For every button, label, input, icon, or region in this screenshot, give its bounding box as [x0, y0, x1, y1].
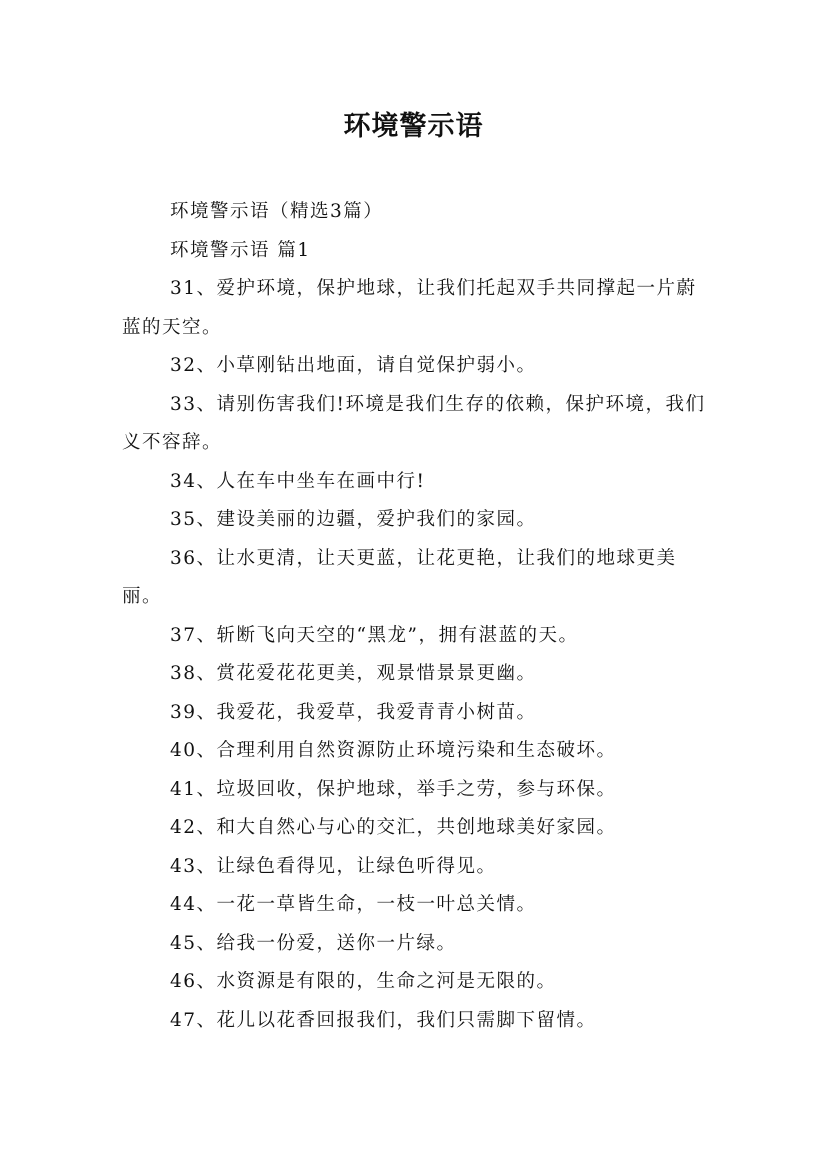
paragraph: 46、水资源是有限的，生命之河是无限的。: [170, 971, 557, 992]
document-title: 环境警示语: [343, 111, 484, 142]
paragraph: 35、建设美丽的边疆，爱护我们的家园。: [170, 509, 537, 530]
paragraph: 32、小草刚钻出地面，请自觉保护弱小。: [170, 355, 537, 376]
paragraph: 41、垃圾回收，保护地球，举手之劳，参与环保。: [170, 778, 617, 800]
document-body: [122, 193, 712, 1040]
paragraph: 环境警示语 篇1: [170, 239, 311, 261]
paragraph: 33、请别伤害我们!环境是我们生存的依赖，保护环境，我们义不容辞。: [122, 393, 706, 453]
paragraph: 31、爱护环境，保护地球，让我们托起双手共同撑起一片蔚蓝的天空。: [122, 278, 697, 338]
paragraph: 40、合理利用自然资源防止环境污染和生态破坏。: [170, 740, 617, 761]
paragraph: 44、一花一草皆生命，一枝一叶总关情。: [170, 894, 537, 915]
paragraph: 38、赏花爱花花更美，观景惜景景更幽。: [170, 663, 537, 684]
paragraph: 43、让绿色看得见，让绿色听得见。: [170, 855, 497, 877]
paragraph: 环境警示语（精选3篇）: [170, 201, 384, 222]
paragraph: 47、花儿以花香回报我们，我们只需脚下留情。: [170, 1009, 597, 1031]
paragraph: 45、给我一份爱，送你一片绿。: [170, 932, 457, 954]
paragraph: 34、人在车中坐车在画中行!: [170, 470, 426, 492]
paragraph: 37、斩断飞向天空的“黑龙”，拥有湛蓝的天。: [170, 624, 579, 646]
paragraph: 36、让水更清，让天更蓝，让花更艳，让我们的地球更美丽。: [122, 547, 677, 607]
paragraph: 42、和大自然心与心的交汇，共创地球美好家园。: [170, 817, 617, 838]
paragraph: 39、我爱花，我爱草，我爱青青小树苗。: [170, 701, 537, 723]
